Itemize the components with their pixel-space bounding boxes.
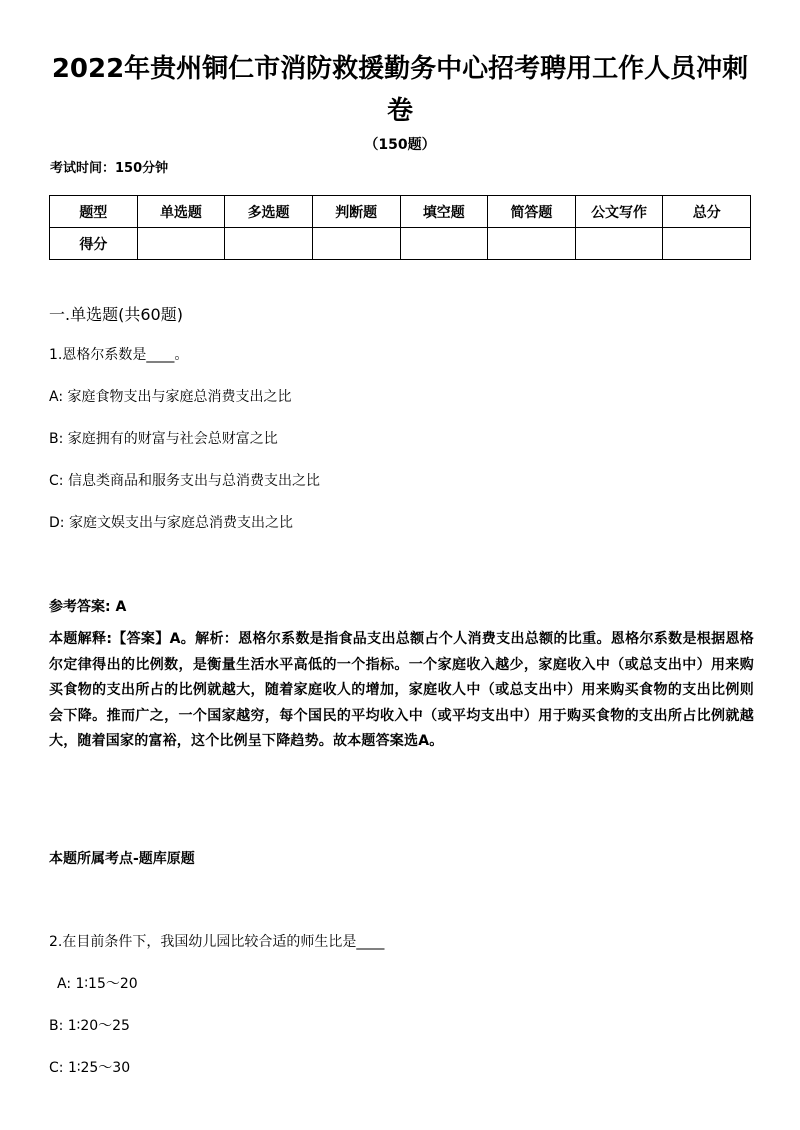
q2-option-a: A: 1∶15～20	[57, 976, 138, 992]
score-table-score-row	[50, 228, 751, 260]
header-cell-judge: 判断题	[312, 196, 400, 228]
header-cell-writing: 公文写作	[575, 196, 663, 228]
score-cell	[312, 228, 400, 260]
q1-option-c: C: 信息类商品和服务支出与总消费支出之比	[49, 473, 320, 489]
q1-answer: 参考答案: A	[49, 599, 127, 615]
exam-time: 考试时间：150分钟	[50, 161, 169, 176]
q1-option-a: A: 家庭食物支出与家庭总消费支出之比	[49, 389, 292, 405]
score-cell	[663, 228, 751, 260]
score-cell	[137, 228, 225, 260]
q1-topic: 本题所属考点-题库原题	[49, 851, 195, 867]
header-cell-multi: 多选题	[225, 196, 313, 228]
score-cell	[488, 228, 576, 260]
score-cell	[400, 228, 488, 260]
document-title: 2022年贵州铜仁市消防救援勤务中心招考聘用工作人员冲刺卷	[51, 54, 749, 126]
q2-stem: 2.在目前条件下，我国幼儿园比较合适的师生比是____	[49, 934, 385, 950]
q2-option-b: B: 1∶20～25	[49, 1018, 130, 1034]
section-heading-single-choice: 一.单选题(共60题)	[49, 305, 183, 324]
score-cell	[575, 228, 663, 260]
q1-option-d: D: 家庭文娱支出与家庭总消费支出之比	[49, 515, 293, 531]
header-cell-total: 总分	[663, 196, 751, 228]
score-row-label: 得分	[50, 228, 138, 260]
header-cell-single: 单选题	[137, 196, 225, 228]
score-cell	[225, 228, 313, 260]
q1-explanation: 本题解释:【答案】A。解析：恩格尔系数是指食品支出总额占个人消费支出总额的比重。恩格尔系数是根据恩格尔定律得出的比例数，是衡量生活水平高低的一个指标。一个家庭收入越少，家庭收入中（或总支出中）用来购买食物的支出所占的比例就越大，随着家庭收人的增加，家庭收人中（或总支出中）用来购买食物的支出比例则会下降。推而广之，一个国家越穷，每个国民的平均收入中（或平均支出中）用于购买食物的支出所占比例就越大，随着国家的富裕，这个比例呈下降趋势。故本题答案选A。	[49, 631, 754, 749]
header-cell-fill: 填空题	[400, 196, 488, 228]
header-cell-short: 简答题	[488, 196, 576, 228]
q2-option-c: C: 1∶25～30	[49, 1060, 131, 1076]
q1-option-b: B: 家庭拥有的财富与社会总财富之比	[49, 431, 278, 447]
score-table-header-row	[50, 196, 751, 228]
q1-stem: 1.恩格尔系数是____。	[49, 347, 189, 363]
question-count: （150题）	[364, 137, 436, 153]
header-cell-type: 题型	[50, 196, 138, 228]
score-table	[49, 195, 751, 260]
